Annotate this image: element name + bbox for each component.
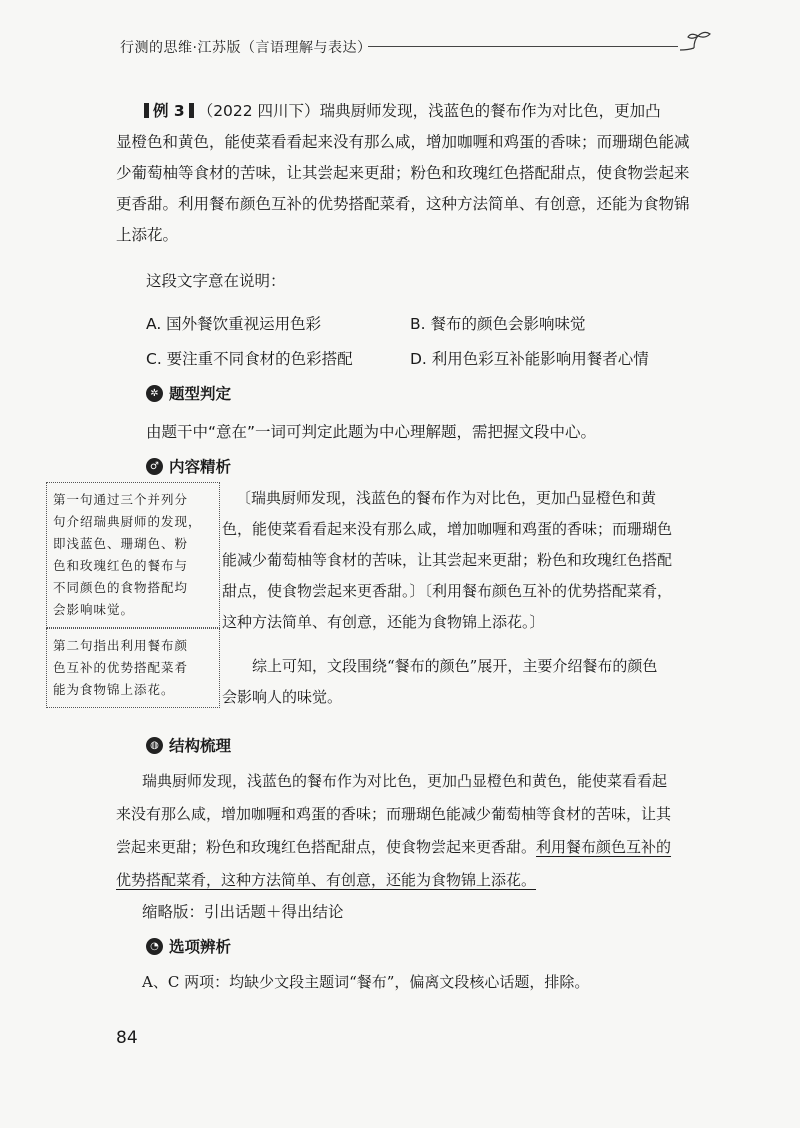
example-line-1: 例 3 （2022 四川下）瑞典厨师发现，浅蓝色的餐布作为对比色，更加凸 [140,96,661,127]
note-box-1: 第一句通过三个并列分 句介绍瑞典厨师的发现， 即浅蓝色、珊瑚色、粉 色和玫瑰红色的餐布与 不同颜色的食物搭配均 会影响味觉。 [46,482,220,628]
page-number: 84 [116,1028,138,1048]
option-a: A. 国外餐饮重视运用色彩 [146,315,322,333]
example-line-2: 显橙色和黄色，能使菜看看起来没有那么咸，增加咖喱和鸡蛋的香味；而珊瑚色能减 [116,133,690,151]
structure-line-1: 瑞典厨师发现，浅蓝色的餐布作为对比色，更加凸显橙色和黄色，能使菜看看起 [142,772,668,790]
structure-underline-1: 利用餐布颜色互补的 [536,838,672,856]
example-source: （2022 四川下） [197,102,320,120]
options-text: A、C 两项：均缺少文段主题词“餐布”，偏离文段核心话题，排除。 [142,973,590,991]
structure-icon: ◍ [146,737,163,754]
option-c: C. 要注重不同食材的色彩搭配 [146,350,353,368]
section-type-heading: ✲ 题型判定 [146,382,231,404]
header-title: 行测的思维·江苏版（言语理解与表达） [120,40,372,56]
content-line-2: 色，能使菜看看起来没有那么咸，增加咖喱和鸡蛋的香味；而珊瑚色 [222,520,673,538]
example-line-4: 更香甜。利用餐布颜色互补的优势搭配菜肴，这种方法简单、有创意，还能为食物锦 [116,195,690,213]
question-stem: 这段文字意在说明： [146,272,286,290]
section-options-heading: ◔ 选项辨析 [146,935,231,957]
content-summary-1: 综上可知，文段围绕“餐布的颜色”展开，主要介绍餐布的颜色 [252,657,658,675]
structure-short: 缩略版：引出话题＋得出结论 [142,903,344,921]
example-tag: 例 3 [140,102,198,120]
gear-icon: ✲ [146,385,163,402]
section-type-text: 由题干中“意在”一词可判定此题为中心理解题，需把握文段中心。 [146,423,597,441]
options-icon: ◔ [146,938,163,955]
analysis-icon: ♂ [146,458,163,475]
option-b: B. 餐布的颜色会影响味觉 [410,315,586,333]
option-d: D. 利用色彩互补能影响用餐者心情 [410,350,649,368]
section-content-heading: ♂ 内容精析 [146,455,231,477]
structure-line-2: 来没有那么咸，增加咖喱和鸡蛋的香味；而珊瑚色能减少葡萄柚等食材的苦味，让其 [116,805,672,823]
header-rule [368,46,678,47]
content-line-1: 〔瑞典厨师发现，浅蓝色的餐布作为对比色，更加凸显橙色和黄 [236,489,657,507]
example-line-3: 少葡萄柚等食材的苦味，让其尝起来更甜；粉色和玫瑰红色搭配甜点，使食物尝起来 [116,164,690,182]
content-line-4: 甜点，使食物尝起来更香甜。〕〔利用餐布颜色互补的优势搭配菜肴， [222,582,673,600]
content-summary-2: 会影响人的味觉。 [222,688,343,706]
note-box-2: 第二句指出利用餐布颜 色互补的优势搭配菜肴 能为食物锦上添花。 [46,628,220,708]
content-line-5: 这种方法简单、有创意，还能为食物锦上添花。〕 [222,613,545,631]
sprout-icon [676,28,716,58]
section-structure-heading: ◍ 结构梳理 [146,734,231,756]
structure-line-3: 尝起来更甜；粉色和玫瑰红色搭配甜点，使食物尝起来更香甜。利用餐布颜色互补的 [116,838,672,856]
structure-line-4: 优势搭配菜肴，这种方法简单、有创意，还能为食物锦上添花。 [116,871,537,889]
content-line-3: 能减少葡萄柚等食材的苦味，让其尝起来更甜；粉色和玫瑰红色搭配 [222,551,673,569]
example-line-5: 上添花。 [116,226,179,244]
